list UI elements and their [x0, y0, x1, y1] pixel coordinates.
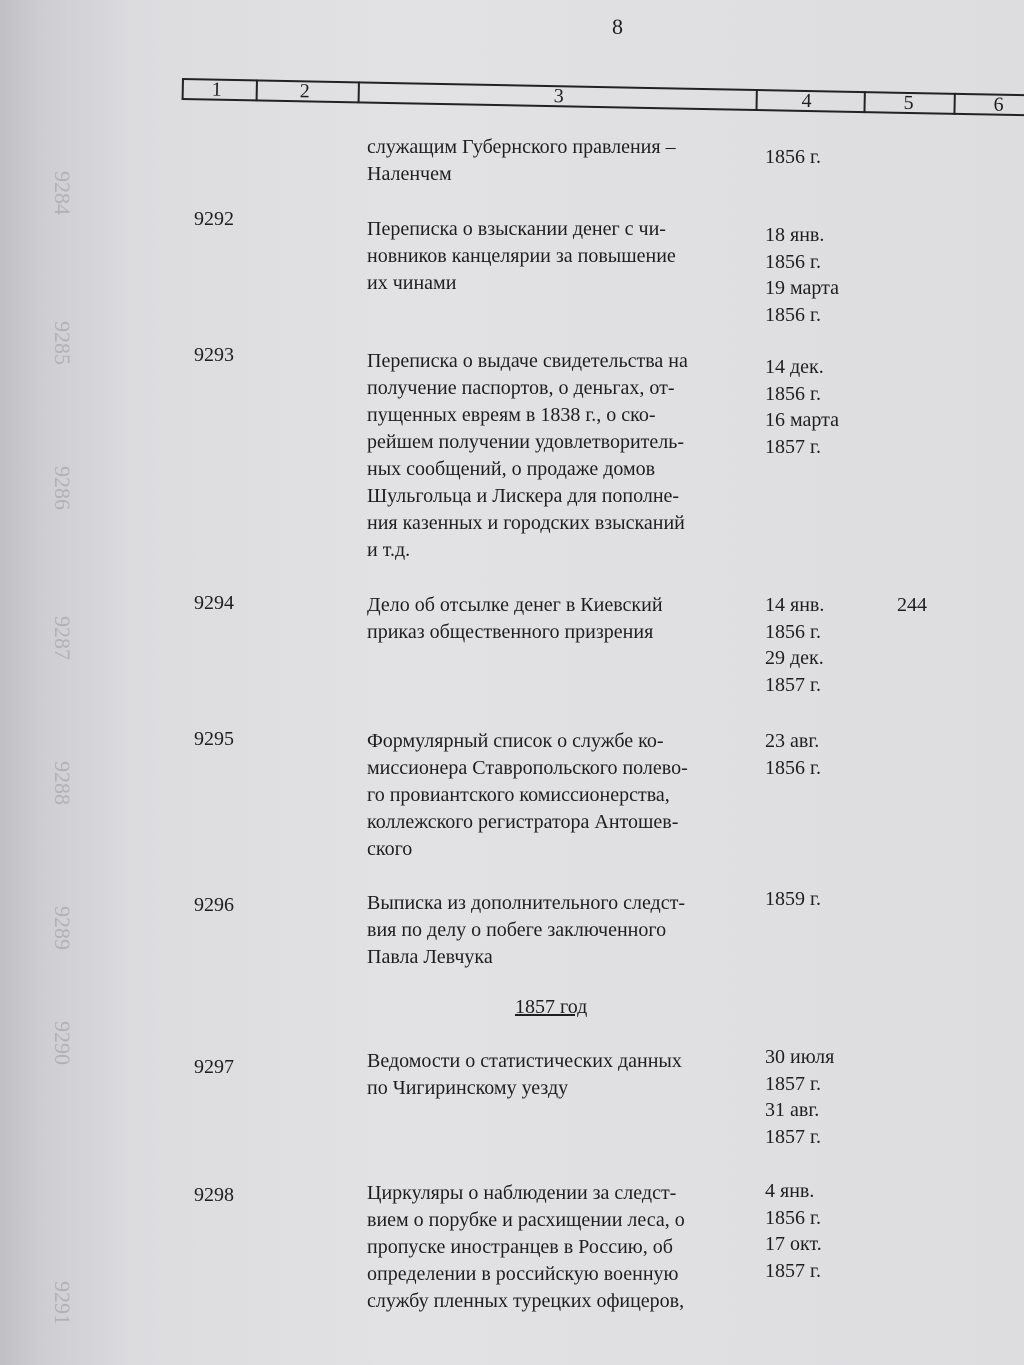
margin-bleed-mark: 9287: [50, 616, 75, 660]
entry-description: [367, 1048, 757, 1102]
date-line: 1856 г.: [765, 620, 821, 643]
margin-bleed-mark: 9288: [50, 761, 75, 805]
entry-description: [367, 134, 757, 188]
description-line: определении в российскую военную: [367, 1263, 679, 1285]
column-header-3: 3: [553, 85, 564, 108]
description-line: Ведомости о статистических данных: [367, 1050, 682, 1072]
description-line: Выписка из дополнительного следст-: [367, 892, 686, 914]
entry-dates: [765, 1044, 834, 1150]
column-header: [181, 78, 1024, 137]
description-line: вия по делу о побеге заключенного: [367, 919, 667, 941]
entry-description: [367, 216, 757, 297]
entry-number: 9294: [194, 592, 234, 614]
description-line: коллежского регистратора Антошев-: [367, 811, 679, 833]
date-line: 19 марта: [765, 277, 839, 299]
entry-number: 9296: [194, 894, 234, 916]
entry-description: [367, 728, 757, 863]
description-line: Переписка о взыскании денег с чи-: [367, 218, 666, 240]
date-line: 1856 г.: [765, 146, 821, 168]
date-line: 1857 г.: [765, 1259, 821, 1282]
description-line: Павла Левчука: [367, 946, 493, 968]
description-line: ния казенных и городских взысканий: [367, 512, 685, 534]
margin-bleed-mark: 9290: [50, 1021, 75, 1065]
entry-dates: [765, 354, 839, 460]
margin-bleed-mark: 9289: [50, 906, 75, 950]
entry-number: 9298: [194, 1184, 234, 1206]
description-line: по Чигиринскому уезду: [367, 1077, 569, 1099]
date-line: 1857 г.: [765, 673, 821, 696]
description-line: вием о порубке и расхищении леса, о: [367, 1209, 685, 1231]
entry-number: 9292: [194, 208, 234, 230]
description-line: Формулярный список о службе ко-: [367, 730, 664, 752]
date-line: 30 июля: [765, 1046, 835, 1068]
entry-number: 9297: [194, 1056, 234, 1078]
date-line: 4 янв.: [765, 1180, 815, 1202]
date-line: 14 янв.: [765, 594, 825, 616]
page-number: 8: [612, 14, 623, 39]
description-line: пропуске иностранцев в Россию, об: [367, 1236, 673, 1258]
date-line: 16 марта: [765, 409, 839, 431]
margin-bleed-mark: 9285: [50, 321, 75, 365]
date-line: 1856 г.: [765, 1206, 821, 1229]
description-line: миссионера Ставропольского полево-: [367, 757, 688, 779]
date-line: 1856 г.: [765, 250, 821, 273]
margin-bleed-mark: 9286: [50, 466, 75, 510]
description-line: го провиантского комиссионерства,: [367, 784, 670, 806]
date-line: 1857 г.: [765, 435, 821, 458]
date-line: 1856 г.: [765, 382, 821, 405]
entry-description: [367, 348, 757, 564]
description-line: Переписка о выдаче свидетельства на: [367, 350, 688, 372]
date-line: 18 янв.: [765, 224, 825, 246]
entry-dates: [765, 886, 821, 913]
date-line: 31 авг.: [765, 1099, 820, 1121]
date-line: 17 окт.: [765, 1233, 822, 1255]
margin-bleed-mark: 9284: [50, 171, 75, 215]
description-line: ского: [367, 838, 413, 860]
date-line: 1857 г.: [765, 1125, 821, 1148]
column-header-4: 4: [801, 89, 812, 113]
entry-description: [367, 890, 757, 971]
description-line: ных сообщений, о продаже домов: [367, 458, 656, 480]
column-header-6: 6: [993, 93, 1004, 116]
description-line: и т.д.: [367, 539, 411, 561]
description-line: получение паспортов, о деньгах, от-: [367, 377, 675, 399]
entry-description: [367, 592, 757, 646]
entry-dates: [765, 728, 821, 781]
description-line: Дело об отсылке денег в Киевский: [367, 594, 663, 616]
date-line: 1856 г.: [765, 303, 821, 326]
description-line: службу пленных турецких офицеров,: [367, 1290, 685, 1312]
entry-number: 9293: [194, 344, 234, 366]
description-line: Циркуляры о наблюдении за следст-: [367, 1182, 677, 1204]
entry-dates: [765, 592, 824, 698]
entry-number: 9295: [194, 728, 234, 750]
date-line: 1859 г.: [765, 888, 821, 910]
margin-bleed-mark: 9291: [50, 1281, 75, 1325]
date-line: 1857 г.: [765, 1072, 821, 1095]
date-line: 1856 г.: [765, 756, 821, 779]
description-line: Наленчем: [367, 163, 452, 185]
entry-dates: [765, 1178, 822, 1284]
description-line: пущенных евреям в 1838 г., о ско-: [367, 404, 656, 426]
column-header-2: 2: [299, 80, 310, 103]
entry-description: [367, 1180, 757, 1315]
date-line: 14 дек.: [765, 356, 824, 378]
section-year-heading: 1857 год: [515, 996, 588, 1018]
description-line: новников канцелярии за повышение: [367, 245, 676, 267]
entry-dates: [765, 144, 821, 171]
description-line: служащим Губернского правления –: [367, 136, 676, 158]
description-line: их чинами: [367, 272, 457, 294]
description-line: рейшем получении удовлетворитель-: [367, 431, 685, 453]
column-header-5: 5: [903, 91, 914, 115]
description-line: приказ общественного призрения: [367, 621, 654, 643]
date-line: 29 дек.: [765, 647, 824, 669]
entry-sheet-count: 244: [897, 594, 927, 616]
entry-dates: [765, 222, 839, 328]
column-header-1: 1: [211, 78, 222, 101]
date-line: 23 авг.: [765, 730, 820, 752]
description-line: Шульгольца и Лискера для пополне-: [367, 485, 680, 507]
